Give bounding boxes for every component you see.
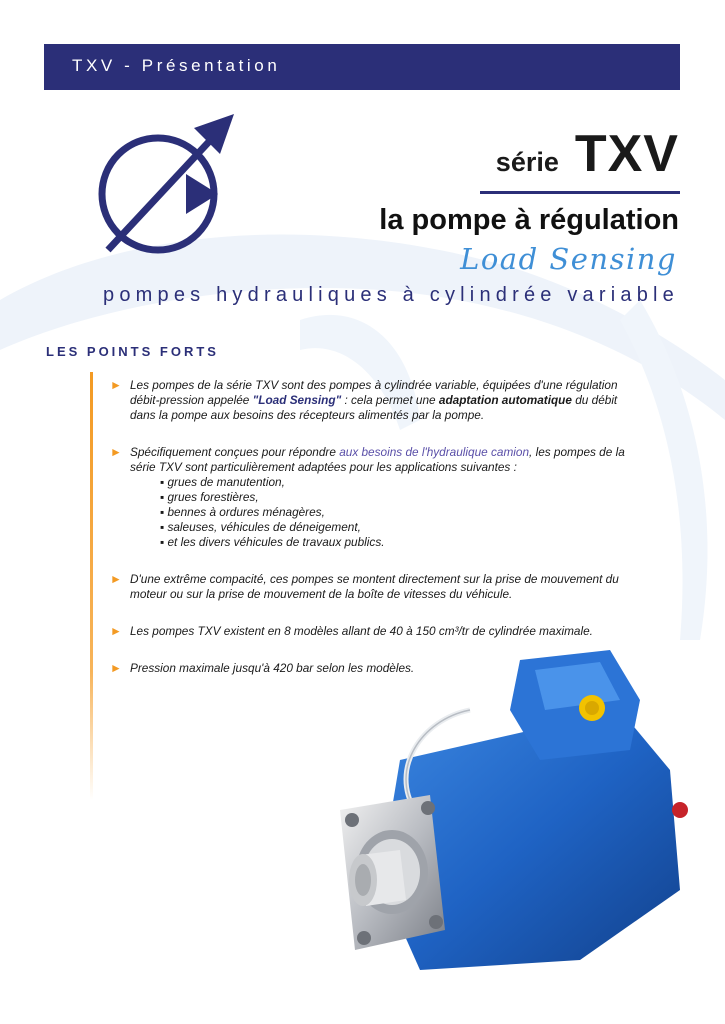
arrow-right-icon: ► <box>110 445 122 459</box>
serie-underline <box>480 191 680 194</box>
list-item: ► Les pompes TXV existent en 8 modèles allant de 40 à 150 cm³/tr de cylindrée maximale. <box>110 624 593 638</box>
arrow-right-icon: ► <box>110 661 122 675</box>
page-title: la pompe à régulation <box>379 204 679 236</box>
list-item: ► Pression maximale jusqu'à 420 bar selon les modèles. <box>110 661 415 675</box>
header-title: TXV - Présentation <box>72 56 281 75</box>
arrow-right-icon: ► <box>110 624 122 638</box>
application-item: ▪ saleuses, véhicules de déneigement, <box>160 520 361 534</box>
serie-heading <box>496 124 679 184</box>
list-item: ► Spécifiquement conçues pour répondre aux besoins de l'hydraulique camion, les pompes de la série TXV sont particulièrement adaptées pour les applications suivantes : ▪ grues de manutention, ▪ grues forestières, ▪ bennes à ordures ménagères, ▪ saleuses, véhicules de déneigement, ▪ et les divers véhicules de travaux publics. <box>108 445 640 550</box>
applications-list <box>130 475 640 550</box>
load-sensing-script: Load Sensing <box>460 242 677 276</box>
serie-name: TXV <box>574 125 679 183</box>
load-sensing-highlight: "Load Sensing" <box>252 393 342 407</box>
application-item: ▪ bennes à ordures ménagères, <box>160 505 325 519</box>
adaptation-highlight: adaptation automatique <box>438 393 572 407</box>
application-item: ▪ et les divers véhicules de travaux publics. <box>160 535 385 549</box>
section-title: LES POINTS FORTS <box>46 344 219 359</box>
serie-word: série <box>495 147 559 177</box>
hydraulique-camion-highlight: aux besoins de l'hydraulique camion <box>339 445 530 459</box>
bullet-list <box>108 378 640 698</box>
application-item: ▪ grues forestières, <box>160 490 259 504</box>
arrow-right-icon: ► <box>110 572 122 586</box>
list-item: ► Les pompes de la série TXV sont des pompes à cylindrée variable, équipées d'une régulation débit-pression appelée "Load Sensing" : cela permet une adaptation automatique du débit dans la pompe aux besoins des récepteurs alimentés par la pompe. <box>110 378 618 422</box>
page-subtitle: pompes hydrauliques à cylindrée variable <box>103 284 679 306</box>
arrow-right-icon: ► <box>110 378 122 392</box>
orange-accent-bar <box>90 372 93 800</box>
header-bar <box>44 44 680 90</box>
list-item: ► D'une extrême compacité, ces pompes se montent directement sur la prise de mouvement du moteur ou sur la prise de mouvement de la boîte de vitesses du véhicule. <box>110 572 619 601</box>
variable-pump-symbol-icon <box>86 110 246 270</box>
application-item: ▪ grues de manutention, <box>160 475 285 489</box>
